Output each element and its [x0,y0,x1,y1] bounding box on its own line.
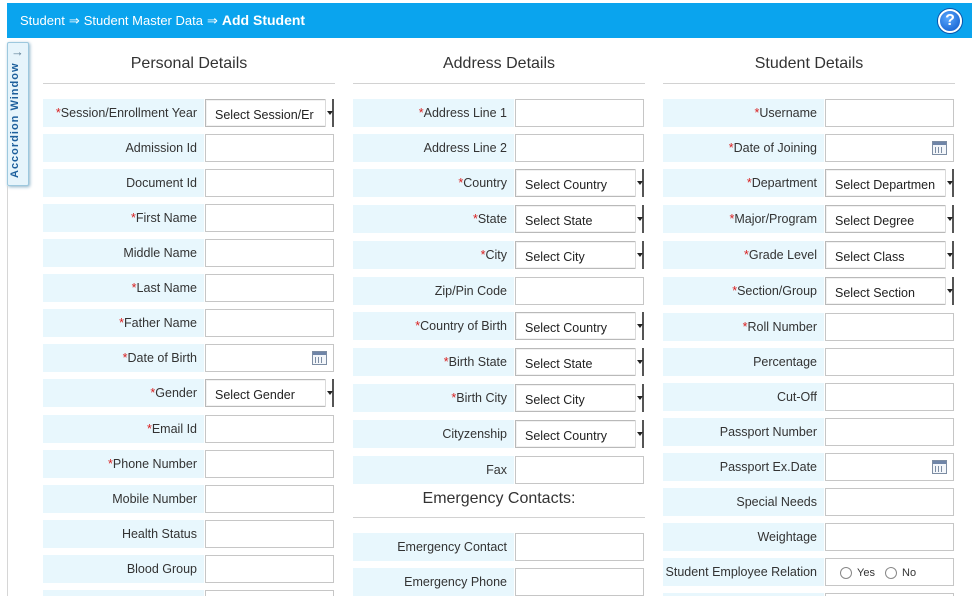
country-birth-label: *Country of Birth [353,312,514,340]
dob-input[interactable] [205,344,334,372]
username-label: *Username [663,99,824,127]
accordion-window-toggle[interactable] [7,42,29,186]
row-department [663,169,955,197]
session-value: Select Session/Er [215,108,314,122]
percentage-label: Percentage [663,348,824,376]
required-marker: * [150,386,156,400]
state-select[interactable] [515,205,644,233]
emergency-contact-label: Emergency Contact [353,533,514,561]
row-passport [663,418,955,446]
required-marker: * [415,319,421,333]
department-value: Select Departmen [835,178,935,192]
breadcrumb-separator: ⇒ [206,13,218,28]
roll-label: *Roll Number [663,313,824,341]
row-phone [43,450,335,478]
relation-yes-label: Yes [857,567,875,579]
row-dob [43,344,335,372]
row-special-needs [663,488,955,516]
accordion-window-label: Accordion Window [9,62,21,178]
row-weightage [663,523,955,551]
dropdown-arrow-icon [635,205,644,233]
row-email [43,415,335,443]
row-zip [353,277,645,305]
address-line2-input[interactable] [515,134,644,162]
dropdown-arrow-icon [635,420,644,448]
required-marker: * [443,355,449,369]
gender-value: Select Gender [215,388,295,402]
next-input[interactable] [205,590,334,596]
row-relation [663,558,955,586]
breadcrumb-student-master-data[interactable]: Student Master Data [83,13,203,28]
email-input[interactable] [205,415,334,443]
special-needs-label: Special Needs [663,488,824,516]
dropdown-arrow-icon [635,169,644,197]
weightage-label: Weightage [663,523,824,551]
last-name-label: *Last Name [43,274,204,302]
section-label: *Section/Group [663,277,824,305]
required-marker: * [472,212,478,226]
relation-yes-radio[interactable] [840,567,852,579]
relation-label: Student Employee Relation [663,558,824,586]
required-marker: * [131,211,136,225]
row-gender [43,379,335,407]
city-value: Select City [525,250,585,264]
passport-exp-input[interactable] [825,453,954,481]
dropdown-arrow-icon [635,384,644,412]
row-session [43,99,335,127]
help-icon[interactable]: ? [938,9,962,33]
row-doj [663,134,955,162]
required-marker: * [729,212,735,226]
doj-input[interactable] [825,134,954,162]
birth-state-select[interactable] [515,348,644,376]
required-marker: * [55,106,61,120]
country-value: Select Country [525,178,607,192]
row-next-partial [43,590,335,596]
dropdown-arrow-icon [635,312,644,340]
special-needs-input[interactable] [825,488,954,516]
accordion-divider [7,186,8,596]
department-label: *Department [663,169,824,197]
row-first-name [43,204,335,232]
required-marker: * [732,284,738,298]
admission-id-label: Admission Id [43,134,204,162]
breadcrumb [20,12,305,29]
cutoff-input[interactable] [825,383,954,411]
student-details-heading: Student Details [754,55,864,72]
calendar-icon[interactable] [932,141,947,155]
city-label: *City [353,241,514,269]
row-roll [663,313,955,341]
percentage-input[interactable] [825,348,954,376]
row-grade [663,241,955,269]
required-marker: * [451,391,457,405]
required-marker: * [122,351,128,365]
country-select[interactable] [515,169,644,197]
required-marker: * [754,106,760,120]
country-label: *Country [353,169,514,197]
required-marker: * [742,320,748,334]
major-value: Select Degree [835,214,915,228]
roll-input[interactable] [825,313,954,341]
emergency-phone-label: Emergency Phone [353,568,514,596]
passport-label: Passport Number [663,418,824,446]
row-blood [43,555,335,583]
breadcrumb-student[interactable]: Student [20,13,65,28]
arrow-right-icon: → [11,44,24,59]
document-id-input[interactable] [205,169,334,197]
row-birth-city [353,384,645,412]
birth-state-label: *Birth State [353,348,514,376]
row-emergency-phone [353,568,645,596]
required-marker: * [744,248,749,262]
row-admission-id [43,134,335,162]
row-address-line2 [353,134,645,162]
grade-select[interactable] [825,241,954,269]
gender-select[interactable] [205,379,334,407]
row-state [353,205,645,233]
zip-input[interactable] [515,277,644,305]
country-birth-select[interactable] [515,312,644,340]
health-label: Health Status [43,520,204,548]
doj-label: *Date of Joining [663,134,824,162]
dropdown-arrow-icon [945,241,954,269]
row-document-id [43,169,335,197]
address-details-heading: Address Details [442,55,556,72]
row-citizenship [353,420,645,448]
section-select[interactable] [825,277,954,305]
personal-details-heading: Personal Details [130,55,248,72]
session-select[interactable] [205,99,334,127]
dropdown-arrow-icon [635,348,644,376]
relation-no-radio[interactable] [885,567,897,579]
middle-name-label: Middle Name [43,239,204,267]
calendar-icon[interactable] [312,351,327,365]
blood-label: Blood Group [43,555,204,583]
dob-label: *Date of Birth [43,344,204,372]
required-marker: * [119,316,125,330]
citizenship-value: Select Country [525,429,607,443]
birth-city-value: Select City [525,393,585,407]
passport-input[interactable] [825,418,954,446]
admission-id-input[interactable] [205,134,334,162]
gender-label: *Gender [43,379,204,407]
citizenship-label: Cityzenship [353,420,514,448]
first-name-label: *First Name [43,204,204,232]
row-middle-name [43,239,335,267]
health-input[interactable] [205,520,334,548]
dropdown-arrow-icon [325,99,334,127]
row-health [43,520,335,548]
session-label: *Session/Enrollment Year [43,99,204,127]
country-birth-value: Select Country [525,321,607,335]
emergency-contact-input[interactable] [515,533,644,561]
calendar-icon[interactable] [932,460,947,474]
citizenship-select[interactable] [515,420,644,448]
address-line1-input[interactable] [515,99,644,127]
fax-input[interactable] [515,456,644,484]
major-label: *Major/Program [663,205,824,233]
header-bar [7,3,972,38]
grade-value: Select Class [835,250,905,264]
heading-divider [353,517,645,518]
row-last-name [43,274,335,302]
major-select[interactable] [825,205,954,233]
mobile-input[interactable] [205,485,334,513]
emergency-phone-input[interactable] [515,568,644,596]
row-emergency-contact [353,533,645,561]
phone-input[interactable] [205,450,334,478]
dropdown-arrow-icon [325,379,334,407]
row-address-line1 [353,99,645,127]
heading-divider [43,83,335,84]
city-select[interactable] [515,241,644,269]
cutoff-label: Cut-Off [663,383,824,411]
heading-divider [353,83,645,84]
required-marker: * [458,176,464,190]
dropdown-arrow-icon [945,277,954,305]
required-marker: * [418,106,424,120]
row-username [663,99,955,127]
phone-label: *Phone Number [43,450,204,478]
required-marker: * [131,281,137,295]
required-marker: * [728,141,734,155]
required-marker: * [146,422,152,436]
section-value: Select Section [835,286,915,300]
dropdown-arrow-icon [945,169,954,197]
father-name-input[interactable] [205,309,334,337]
father-name-label: *Father Name [43,309,204,337]
dropdown-arrow-icon [635,241,644,269]
row-mobile [43,485,335,513]
row-passport-exp [663,453,955,481]
row-cutoff [663,383,955,411]
row-country-birth [353,312,645,340]
address-line1-label: *Address Line 1 [353,99,514,127]
state-value: Select State [525,214,593,228]
zip-label: Zip/Pin Code [353,277,514,305]
required-marker: * [480,248,486,262]
department-select[interactable] [825,169,954,197]
blood-input[interactable] [205,555,334,583]
grade-label: *Grade Level [663,241,824,269]
first-name-input[interactable] [205,204,334,232]
birth-city-label: *Birth City [353,384,514,412]
row-father-name [43,309,335,337]
birth-state-value: Select State [525,357,593,371]
breadcrumb-separator: ⇒ [68,13,80,28]
birth-city-select[interactable] [515,384,644,412]
row-section [663,277,955,305]
row-fax [353,456,645,484]
row-major [663,205,955,233]
required-marker: * [108,457,113,471]
row-city [353,241,645,269]
required-marker: * [746,176,752,190]
dropdown-arrow-icon [945,205,954,233]
next-label [43,590,204,596]
row-birth-state [353,348,645,376]
document-id-label: Document Id [43,169,204,197]
fax-label: Fax [353,456,514,484]
last-name-input[interactable] [205,274,334,302]
weightage-input[interactable] [825,523,954,551]
mobile-label: Mobile Number [43,485,204,513]
relation-no-label: No [902,567,917,579]
row-percentage [663,348,955,376]
email-label: *Email Id [43,415,204,443]
page-title: Add Student [221,12,306,28]
relation-radio-group [825,558,954,586]
emergency-contacts-heading: Emergency Contacts: [422,490,576,507]
username-input[interactable] [825,99,954,127]
passport-exp-label: Passport Ex.Date [663,453,824,481]
middle-name-input[interactable] [205,239,334,267]
address-line2-label: Address Line 2 [353,134,514,162]
row-country [353,169,645,197]
heading-divider [663,83,955,84]
state-label: *State [353,205,514,233]
